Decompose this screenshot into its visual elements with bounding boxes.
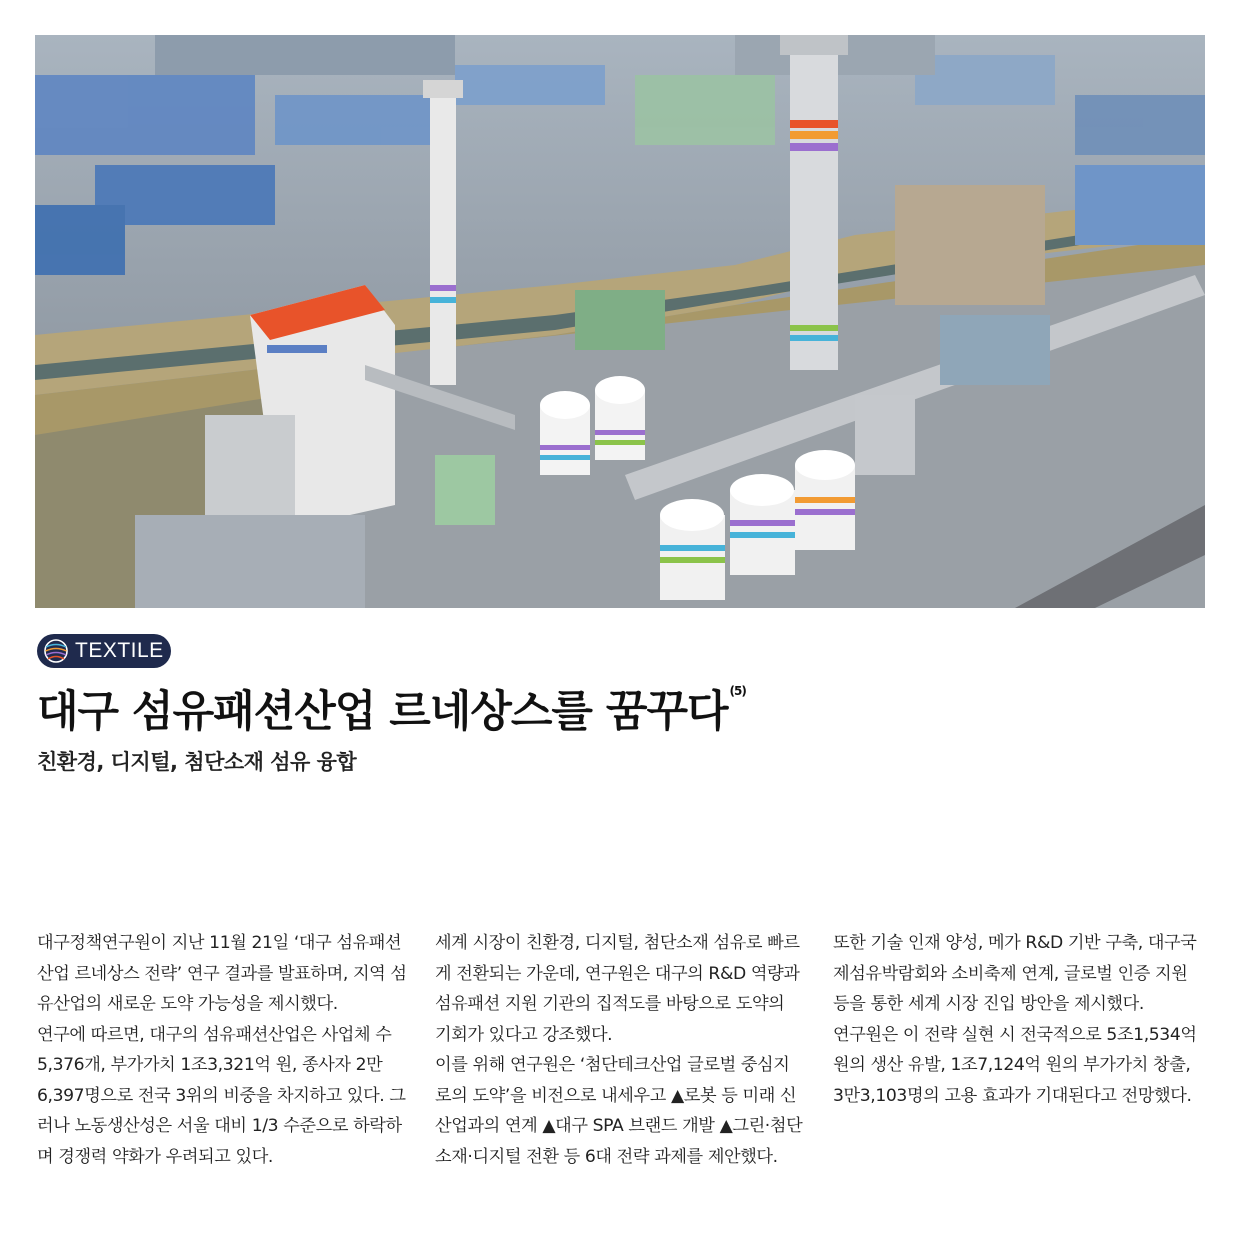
plant-illustration: [35, 35, 1205, 608]
paragraph: 세계 시장이 친환경, 디지털, 첨단소재 섬유로 빠르게 전환되는 가운데, 연구원은 대구의 R&D 역량과 섬유패션 지원 기관의 집적도를 바탕으로 도약의 기회가 있다고 강조했다.: [435, 933, 800, 1045]
paragraph: 대구정책연구원이 지난 11월 21일 ‘대구 섬유패션산업 르네상스 전략’ 연구 결과를 발표하며, 지역 섬유산업의 새로운 도약 가능성을 제시했다.: [37, 933, 407, 1014]
paragraph: 연구에 따르면, 대구의 섬유패션산업은 사업체 수 5,376개, 부가가치 1조3,321억 원, 종사자 2만6,397명으로 전국 3위의 비중을 차지하고 있다. 그러나 노동생산성은 서울 대비 1/3 수준으로 하락하며 경쟁력 약화가 우려되고 있다.: [37, 1024, 406, 1167]
paragraph: 또한 기술 인재 양성, 메가 R&D 기반 구축, 대구국제섬유박람회와 소비축제 연계, 글로벌 인증 지원 등을 통한 세계 시장 진입 방안을 제시했다.: [833, 933, 1197, 1014]
headline-series-number: (5): [729, 684, 746, 698]
section-tag: [37, 634, 171, 668]
body-column-1: [37, 928, 407, 1172]
headline-title: 대구 섬유패션산업 르네상스를 꿈꾸다: [37, 687, 728, 737]
body-column-3: [833, 928, 1203, 1111]
subheadline: 친환경, 디지털, 첨단소재 섬유 융합: [37, 750, 357, 774]
paragraph: 연구원은 이 전략 실현 시 전국적으로 5조1,534억 원의 생산 유발, 1조7,124억 원의 부가가치 창출, 3만3,103명의 고용 효과가 기대된다고 전망했다.: [833, 1024, 1197, 1106]
aerial-plant-photo: [35, 35, 1205, 608]
globe-lines-icon: [43, 638, 69, 664]
paragraph: 이를 위해 연구원은 ‘첨단테크산업 글로벌 중심지로의 도약’을 비전으로 내세우고 ▲로봇 등 미래 신산업과의 연계 ▲대구 SPA 브랜드 개발 ▲그린·첨단소재·디지털 전환 등 6대 전략 과제를 제안했다.: [435, 1055, 803, 1167]
body-column-2: [435, 928, 805, 1172]
section-tag-label: TEXTILE: [75, 639, 164, 662]
headline: [37, 678, 746, 739]
